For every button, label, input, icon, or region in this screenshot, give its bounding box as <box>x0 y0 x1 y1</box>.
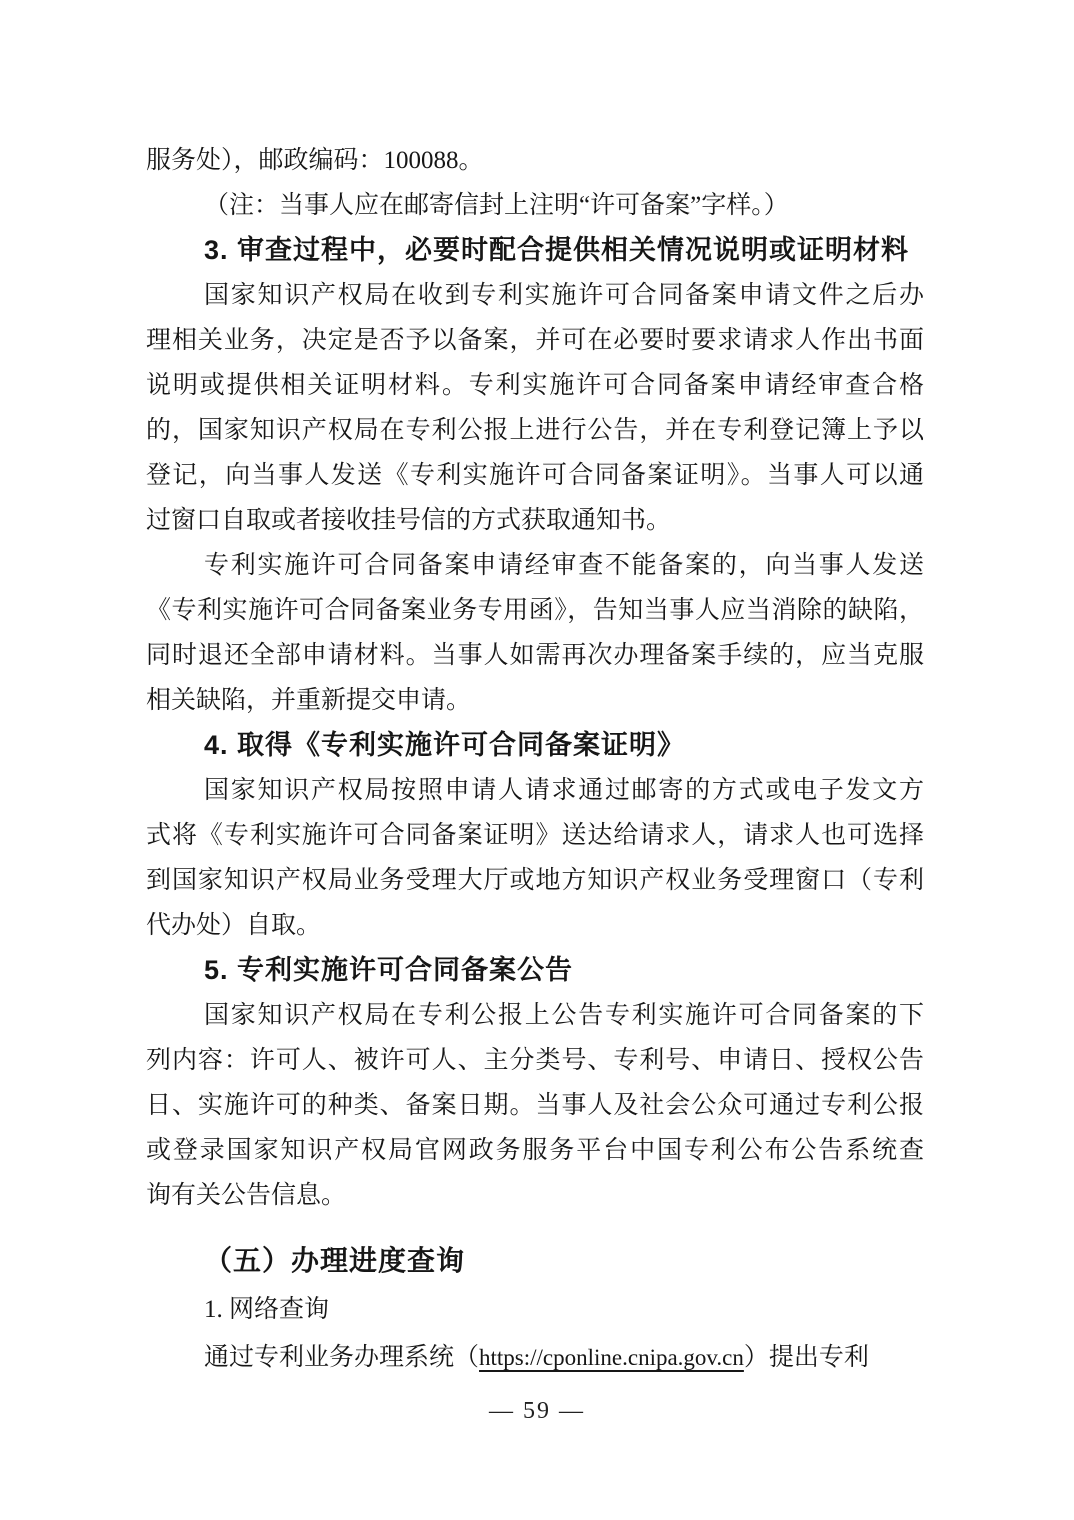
paragraph-line: 国家知识产权局在专利公报上公告专利实施许可合同备案的下 <box>204 1002 924 1029</box>
heading-step-5: 5. 专利实施许可合同备案公告 <box>204 955 574 985</box>
paragraph-line: 式将《专利实施许可合同备案证明》送达给请求人，请求人也可选择 <box>146 822 924 849</box>
paragraph-line: 国家知识产权局在收到专利实施许可合同备案申请文件之后办 <box>204 282 924 309</box>
paragraph-line: 代办处）自取。 <box>146 912 322 939</box>
paragraph-line: 说明或提供相关证明材料。专利实施许可合同备案申请经审查合格 <box>146 372 924 399</box>
heading-step-4: 4. 取得《专利实施许可合同备案证明》 <box>204 730 686 760</box>
paragraph-line: 同时退还全部申请材料。当事人如需再次办理备案手续的，应当克服 <box>146 642 924 669</box>
heading-section-5: （五）办理进度查询 <box>204 1246 466 1277</box>
paragraph-line: 登记，向当事人发送《专利实施许可合同备案证明》。当事人可以通 <box>146 462 924 489</box>
paragraph-line: 列内容：许可人、被许可人、主分类号、专利号、申请日、授权公告 <box>146 1047 924 1074</box>
postal-code-line: 服务处），邮政编码：100088。 <box>146 147 484 174</box>
paragraph-line: 专利实施许可合同备案申请经审查不能备案的，向当事人发送 <box>204 552 924 579</box>
paragraph-line-with-link <box>146 1334 924 1382</box>
paragraph-line: 或登录国家知识产权局官网政务服务平台中国专利公布公告系统查 <box>146 1137 924 1164</box>
paragraph-line: 相关缺陷，并重新提交申请。 <box>146 687 472 714</box>
paragraph-line: 日、实施许可的种类、备案日期。当事人及社会公众可通过专利公报 <box>146 1092 924 1119</box>
subheading-network-query: 1. 网络查询 <box>204 1296 330 1323</box>
paragraph-line: 过窗口自取或者接收挂号信的方式获取通知书。 <box>146 507 672 534</box>
document-content <box>146 138 924 1382</box>
line-text: 通过专利业务办理系统（ <box>204 1344 480 1371</box>
line-text: ）提出专利 <box>743 1344 869 1371</box>
paragraph-line: 《专利实施许可合同备案业务专用函》，告知当事人应当消除的缺陷， <box>146 597 924 624</box>
paragraph-line: 的，国家知识产权局在专利公报上进行公告，并在专利登记簿上予以 <box>146 417 924 444</box>
paragraph-line: 理相关业务，决定是否予以备案，并可在必要时要求请求人作出书面 <box>146 327 924 354</box>
patent-online-system-link[interactable]: https://cponline.cnipa.gov.cn <box>479 1345 744 1370</box>
page-number: — 59 — <box>489 1398 585 1424</box>
paragraph-line: 国家知识产权局按照申请人请求通过邮寄的方式或电子发文方 <box>204 777 924 804</box>
paragraph-line: 询有关公告信息。 <box>146 1182 347 1209</box>
heading-step-3: 3. 审查过程中，必要时配合提供相关情况说明或证明材料 <box>204 235 910 265</box>
note-line: （注：当事人应在邮寄信封上注明“许可备案”字样。） <box>204 192 789 219</box>
paragraph-line: 到国家知识产权局业务受理大厅或地方知识产权业务受理窗口（专利 <box>146 867 924 894</box>
